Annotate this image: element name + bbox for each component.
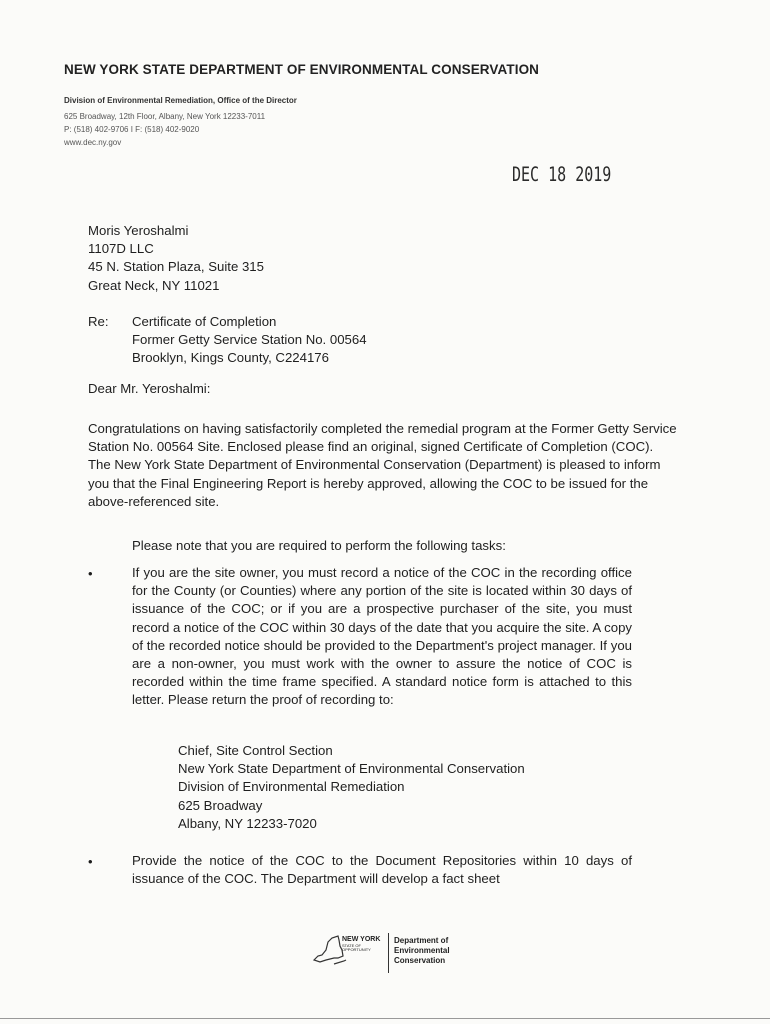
dec-logo-line: Conservation: [394, 956, 446, 965]
agency-heading: NEW YORK STATE DEPARTMENT OF ENVIRONMENTAL CONSERVATION: [64, 62, 540, 77]
division-line: Division of Environmental Remediation, Office of the Director: [64, 96, 297, 105]
phone-fax: P: (518) 402-9706 I F: (518) 402-9020: [64, 125, 200, 134]
new-york-logo-text: [342, 936, 380, 952]
ny-logo-line: OPPORTUNITY: [342, 947, 371, 952]
bullet-icon: •: [88, 566, 93, 581]
re-label: Re:: [88, 314, 109, 329]
dec-logo-line: Department of: [394, 936, 449, 945]
ny-logo-line: STATE OF: [342, 943, 361, 948]
tasks-intro: Please note that you are required to perform the following tasks:: [132, 538, 506, 553]
salutation: Dear Mr. Yeroshalmi:: [88, 381, 211, 396]
return-address-line: Division of Environmental Remediation: [178, 779, 405, 795]
re-line: Brooklyn, Kings County, C224176: [132, 350, 329, 366]
recipient-address: [88, 222, 264, 295]
return-address-line: 625 Broadway: [178, 797, 263, 813]
recipient-line: 45 N. Station Plaza, Suite 315: [88, 259, 264, 275]
website-link[interactable]: www.dec.ny.gov: [64, 138, 122, 147]
return-address-line: Albany, NY 12233-7020: [178, 815, 317, 831]
bullet-icon: •: [88, 854, 93, 869]
recipient-line: 1107D LLC: [88, 241, 154, 257]
dec-logo-text: [394, 936, 450, 966]
page-bottom-rule: [0, 1018, 770, 1019]
bullet-document-repositories: Provide the notice of the COC to the Document Repositories within 10 days of issuance of the COC. The Department will develop a fact sheet: [132, 853, 632, 887]
re-line: Former Getty Service Station No. 00564: [132, 332, 367, 348]
date-stamp: DEC 18 2019: [512, 163, 612, 187]
return-address-line: New York State Department of Environmental Conservation: [178, 761, 525, 777]
ny-logo-line: NEW YORK: [342, 936, 381, 943]
recipient-line: Moris Yeroshalmi: [88, 223, 189, 238]
bullet-recording-notice: If you are the site owner, you must record a notice of the COC in the recording office for the County (or Counties) where any portion of the site is located within 30 days of issuance of the COC; or if you are a prospective purchaser of the site, you must record a notice of the COC within 30 days of the date that you acquire the site. A copy of the recorded notice should be provided to the Department's project manager. If you are a non-owner, you must work with the owner to assure the notice of COC is recorded within the time frame specified. A standard notice form is attached to this letter. Please return the proof of recording to:: [132, 565, 632, 708]
intro-paragraph: Congratulations on having satisfactorily completed the remedial program at the Former Getty Service Station No. 00564 Site. Enclosed please find an original, signed Certificate of Completion (COC). The New York State Department of Environmental Conservation (Department) is pleased to inform you that the Final Engineering Report is hereby approved, allowing the COC to be issued for the above-referenced site.: [88, 421, 677, 509]
re-line: Certificate of Completion: [132, 314, 277, 329]
return-address-line: Chief, Site Control Section: [178, 743, 333, 758]
return-address: [178, 742, 525, 833]
logo-divider: [388, 933, 389, 973]
re-subject: [132, 313, 367, 368]
dec-logo-line: Environmental: [394, 946, 450, 955]
recipient-line: Great Neck, NY 11021: [88, 277, 220, 293]
office-address: 625 Broadway, 12th Floor, Albany, New York 12233-7011: [64, 112, 266, 121]
